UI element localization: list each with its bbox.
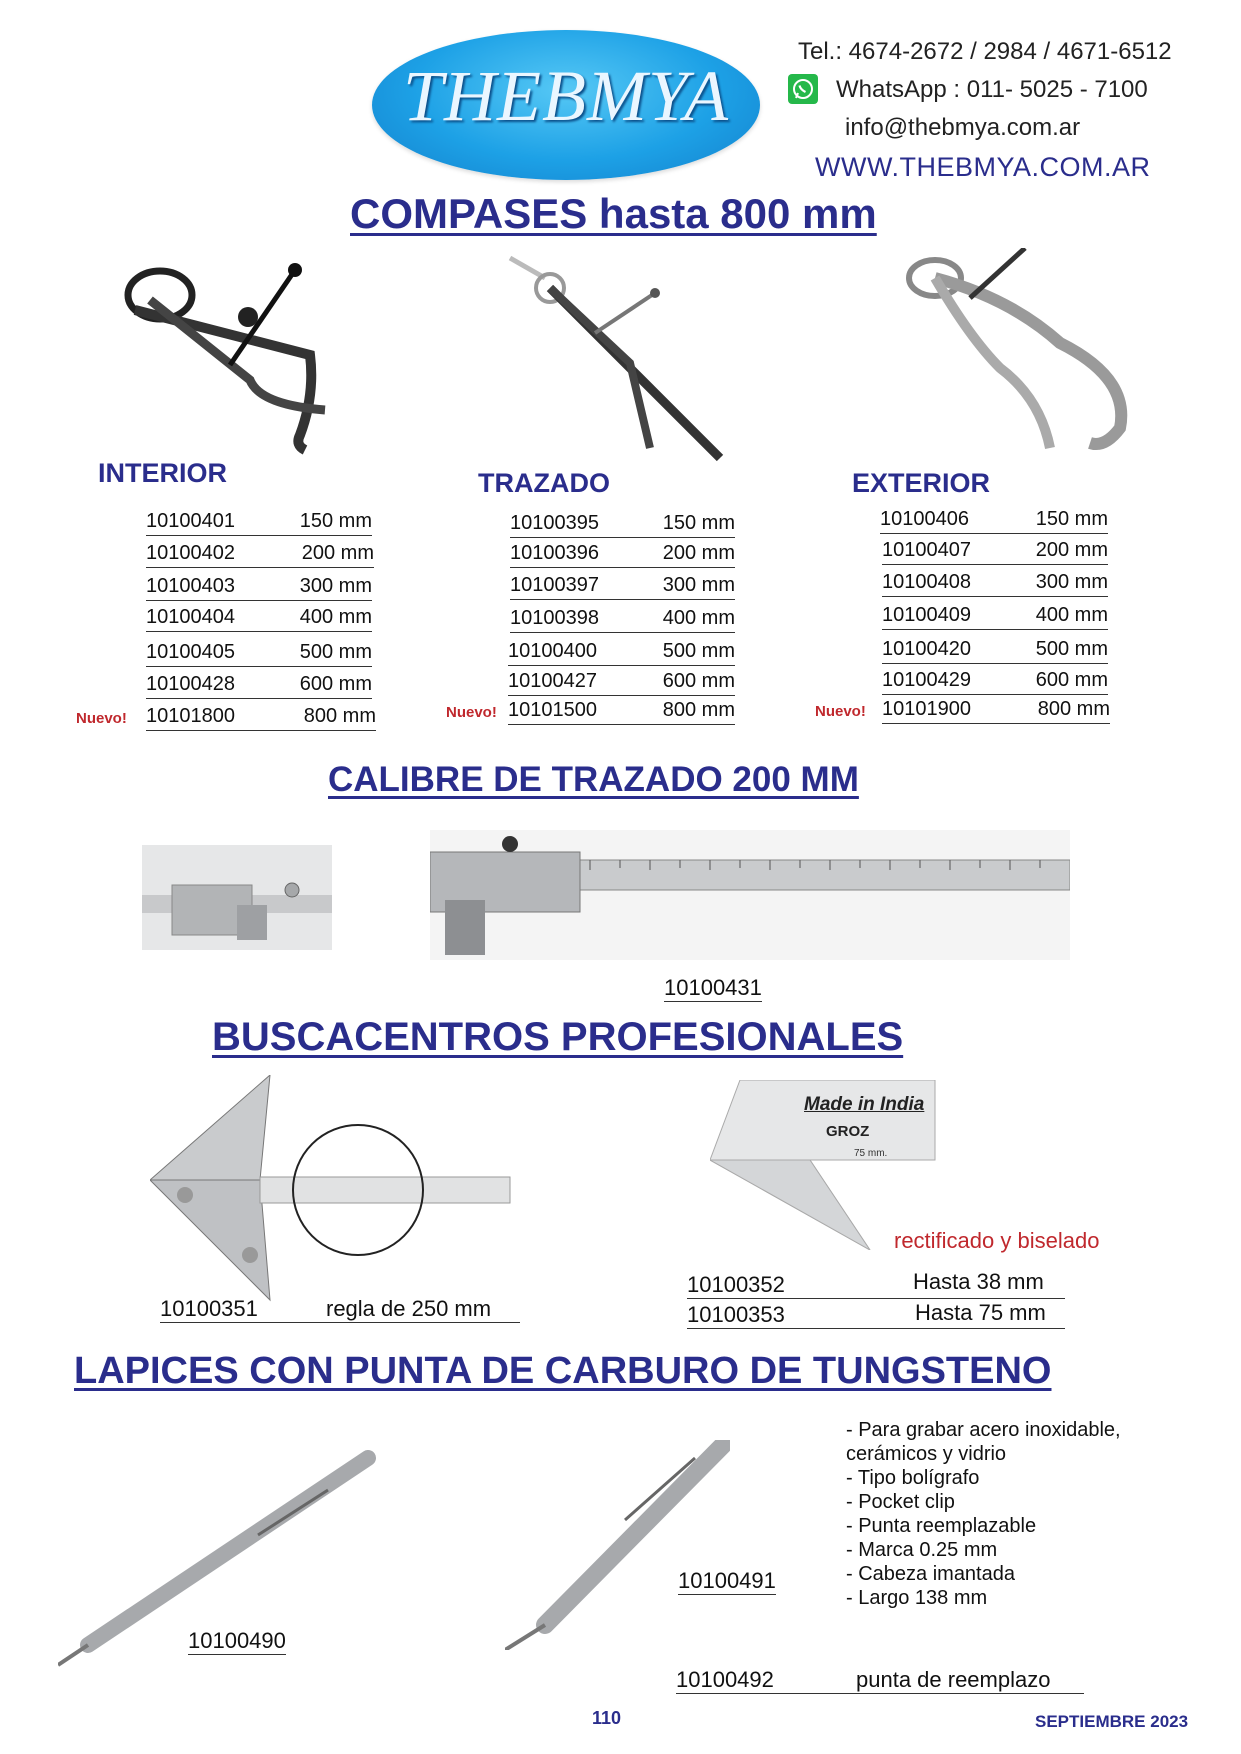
calibre-code: 10100431 — [664, 975, 762, 1000]
table-row: 10100404 400 mm — [146, 602, 372, 632]
replacement-code: 10100492 — [676, 1667, 774, 1692]
table-row: 10100400 500 mm — [508, 636, 735, 666]
made-in-label: Made in India — [804, 1094, 925, 1115]
nuevo-badge: Nuevo! — [446, 704, 497, 721]
exterior-heading: EXTERIOR — [852, 468, 991, 498]
table-row: 10100427 600 mm — [508, 666, 735, 696]
centre-finder-ruler-image — [150, 1075, 515, 1305]
replacement-desc: punta de reemplazo — [856, 1667, 1051, 1692]
whatsapp-icon — [788, 74, 818, 104]
groz-logo: GROZ — [826, 1123, 870, 1140]
features-list — [846, 1418, 1121, 1610]
centre-finder-desc: regla de 250 mm — [326, 1296, 492, 1321]
feature-item: - Pocket clip — [846, 1491, 955, 1513]
contact-tel: Tel.: 4674-2672 / 2984 / 4671-6512 — [798, 38, 1172, 65]
contact-website[interactable]: WWW.THEBMYA.COM.AR — [815, 152, 1151, 182]
table-row: 10100405 500 mm — [146, 637, 372, 667]
interior-heading: INTERIOR — [98, 458, 228, 488]
table-row: 10101500 800 mm — [508, 695, 735, 725]
product-size-label: 75 mm. — [854, 1148, 888, 1159]
brand-name: THEBMYA — [403, 56, 729, 136]
contact-email[interactable]: info@thebmya.com.ar — [845, 114, 1081, 141]
table-row: 10101800 800 mm — [146, 701, 376, 731]
lapices-title: LAPICES CON PUNTA DE CARBURO DE TUNGSTENO — [74, 1350, 1052, 1392]
table-row: 10100409 400 mm — [882, 600, 1108, 630]
exterior-compass-image — [890, 248, 1150, 458]
compases-title: COMPASES hasta 800 mm — [350, 190, 877, 237]
interior-compass-image — [110, 255, 370, 465]
contact-whatsapp: WhatsApp : 011- 5025 - 7100 — [836, 76, 1148, 103]
table-row: 10100398 400 mm — [510, 603, 735, 633]
calibre-detail-image — [142, 845, 332, 950]
table-row: 10100396 200 mm — [510, 538, 735, 568]
table-row: 10100408 300 mm — [882, 567, 1108, 597]
table-row: 10100420 500 mm — [882, 634, 1108, 664]
centre-finder-code: 10100351 — [160, 1296, 258, 1321]
table-row: 10100428 600 mm — [146, 669, 372, 699]
table-row: 10100429 600 mm — [882, 665, 1108, 695]
table-row: 10100403 300 mm — [146, 571, 372, 601]
pen-code-1: 10100490 — [188, 1628, 286, 1653]
nuevo-badge: Nuevo! — [76, 710, 127, 727]
footer-date: SEPTIEMBRE 2023 — [1035, 1712, 1189, 1731]
calibre-title: CALIBRE DE TRAZADO 200 MM — [328, 760, 859, 799]
feature-item: - Marca 0.25 mm — [846, 1539, 998, 1561]
feature-item: - Tipo bolígrafo — [846, 1467, 980, 1489]
table-row: 10100401 150 mm — [146, 506, 372, 536]
carbide-pen-image-2 — [505, 1440, 730, 1650]
table-row: 10101900 800 mm — [882, 694, 1110, 724]
table-row: 10100397 300 mm — [510, 570, 735, 600]
calibre-ruler-image — [430, 830, 1070, 960]
buscacentros-title: BUSCACENTROS PROFESIONALES — [212, 1015, 904, 1059]
trazado-heading: TRAZADO — [478, 468, 610, 498]
nuevo-badge: Nuevo! — [815, 703, 866, 720]
feature-item: - Largo 138 mm — [846, 1587, 988, 1609]
feature-item: cerámicos y vidrio — [846, 1443, 1007, 1465]
centre-finder-row — [160, 1296, 520, 1323]
feature-item: - Para grabar acero inoxidable, — [846, 1419, 1121, 1441]
table-row: 10100402 200 mm — [146, 538, 374, 568]
feature-item: - Cabeza imantada — [846, 1563, 1015, 1585]
centre-square-row: 10100353 Hasta 75 mm — [687, 1302, 1065, 1329]
table-row: 10100395 150 mm — [510, 508, 735, 538]
feature-item: - Punta reemplazable — [846, 1515, 1037, 1537]
page-number: 110 — [592, 1708, 622, 1728]
table-row: 10100407 200 mm — [882, 535, 1108, 565]
replacement-row — [676, 1667, 1084, 1694]
trazado-compass-image — [500, 248, 740, 468]
rectificado-note: rectificado y biselado — [894, 1228, 1100, 1253]
pen-code-2: 10100491 — [678, 1568, 776, 1593]
centre-square-row: 10100352 Hasta 38 mm — [687, 1272, 1065, 1299]
table-row: 10100406 150 mm — [880, 504, 1108, 534]
